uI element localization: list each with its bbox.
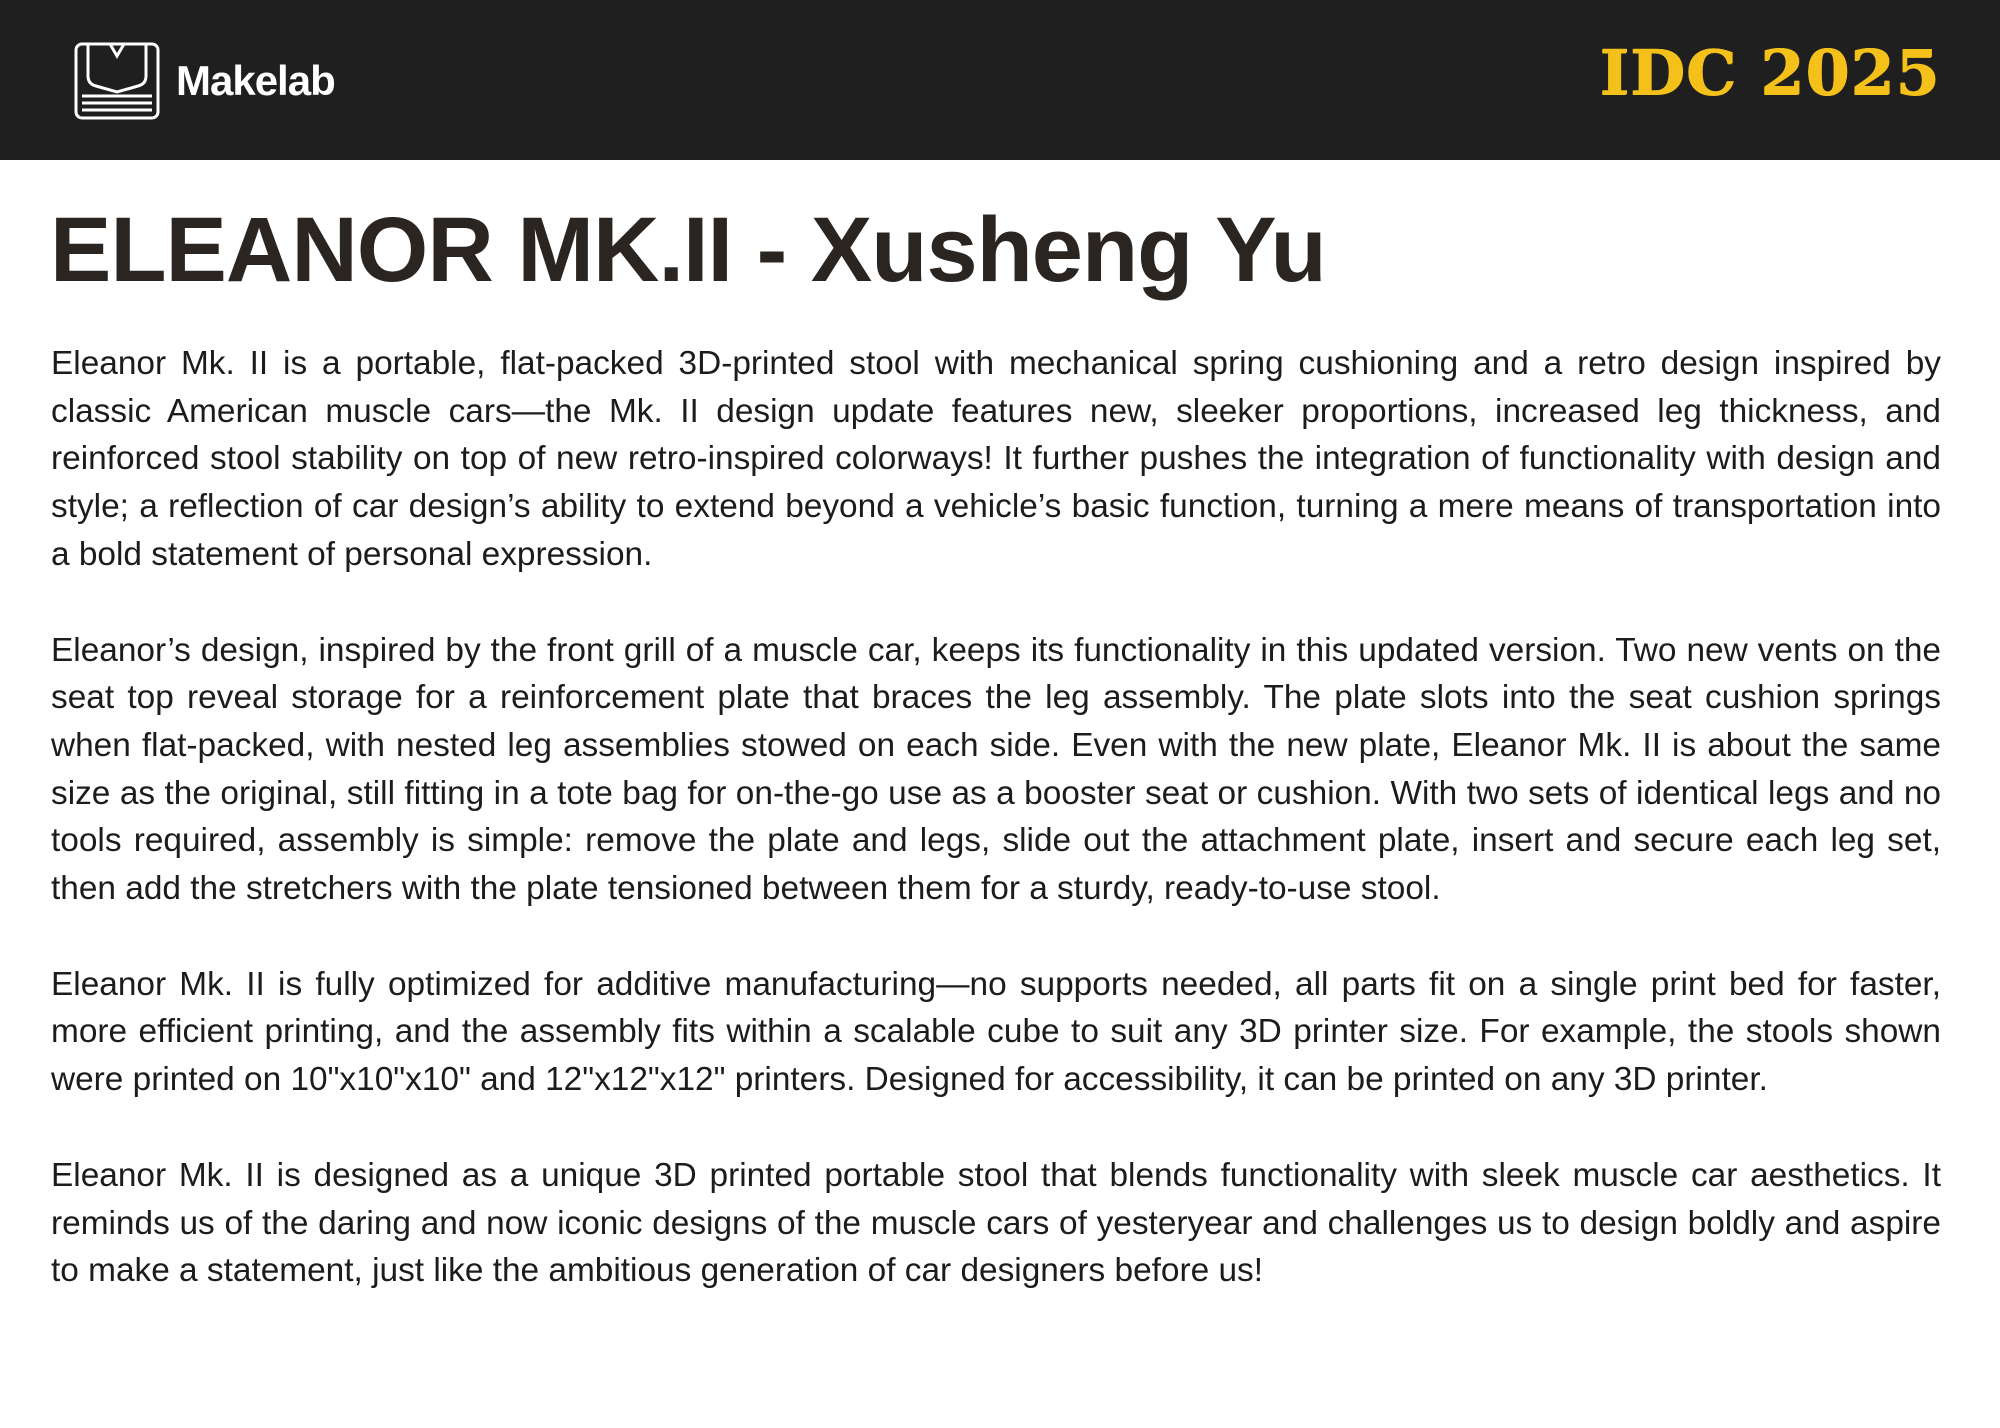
body-paragraph: Eleanor Mk. II is a portable, flat-packed 3D-printed stool with mechanical spring cushioning and a retro design inspired by classic American muscle cars—the Mk. II design update features new, sleeker proportions, increased leg thickness, and reinforced stool stability on top of new retro-inspired colorways! It further pushes the integration of functionality with design and style; a reflection of car design’s ability to extend beyond a vehicle’s basic function, turning a mere means of transportation into a bold statement of personal expression. xyxy=(51,345,1941,573)
document-body xyxy=(51,340,1941,1295)
brand-name: Makelab xyxy=(176,57,335,104)
body-paragraph: Eleanor’s design, inspired by the front grill of a muscle car, keeps its functionality in this updated version. Two new vents on the seat top reveal storage for a reinforcement plate that braces the leg assembly. The plate slots into the seat cushion springs when flat-packed, with nested leg assemblies stowed on each side. Even with the new plate, Eleanor Mk. II is about the same size as the original, still fitting in a tote bag for on-the-go use as a booster seat or cushion. With two sets of identical legs and no tools required, assembly is simple: remove the plate and legs, slide out the attachment plate, insert and secure each leg set, then add the stretchers with the plate tensioned between them for a sturdy, ready-to-use stool. xyxy=(51,631,1941,908)
brand[interactable] xyxy=(74,42,335,120)
makelab-logo-icon xyxy=(74,42,160,120)
header-bar xyxy=(0,0,2000,160)
body-paragraph: Eleanor Mk. II is fully optimized for additive manufacturing—no supports needed, all parts fit on a single print bed for faster, more efficient printing, and the assembly fits within a scalable cube to suit any 3D printer size. For example, the stools shown were printed on 10"x10"x10" and 12"x12"x12" printers. Designed for accessibility, it can be printed on any 3D printer. xyxy=(51,965,1941,1099)
page-title: ELEANOR MK.II - Xusheng Yu xyxy=(50,199,1326,301)
event-badge: IDC 2025 xyxy=(1599,36,1940,109)
body-paragraph: Eleanor Mk. II is designed as a unique 3D printed portable stool that blends functionality with sleek muscle car aesthetics. It reminds us of the daring and now iconic designs of the muscle cars of yesteryear and challenges us to design boldly and aspire to make a statement, just like the ambitious generation of car designers before us! xyxy=(51,1156,1941,1290)
